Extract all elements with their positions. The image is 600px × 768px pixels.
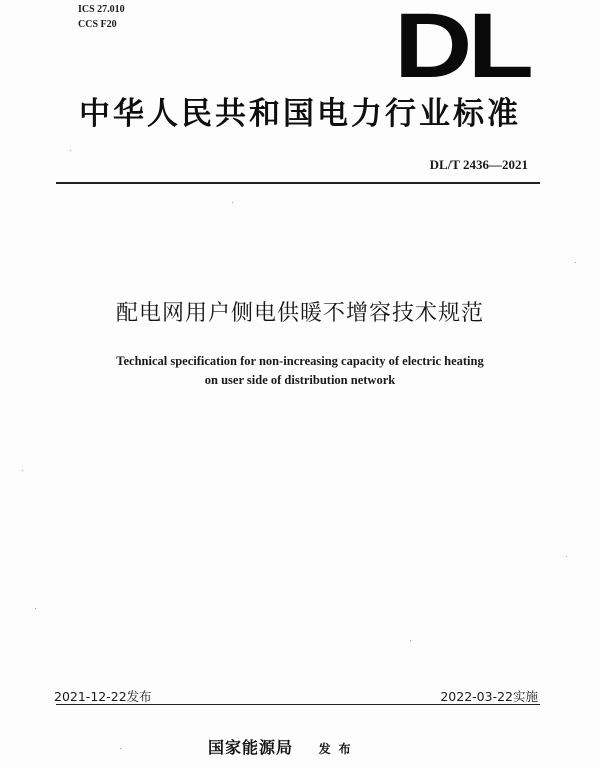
scan-speck	[566, 556, 567, 557]
standard-number: DL/T 2436—2021	[429, 157, 528, 172]
footer-divider	[56, 704, 540, 705]
header-divider	[56, 182, 540, 184]
ics-code: ICS 27.010	[78, 4, 125, 15]
scan-speck	[22, 470, 23, 471]
issuing-authority: 国家能源局	[208, 738, 294, 757]
publisher-line	[208, 735, 359, 758]
classification-codes	[78, 2, 125, 32]
scan-speck	[410, 640, 411, 641]
ccs-code: CCS F20	[78, 19, 117, 30]
dl-logo: DL	[394, 0, 530, 97]
scan-speck	[35, 608, 36, 609]
scan-speck	[232, 202, 233, 203]
document-title-en-line-1: Technical specification for non-increasing capacity of electric heating	[116, 354, 484, 368]
scan-speck	[120, 748, 121, 749]
standard-category-title: 中华人民共和国电力行业标准	[79, 96, 521, 132]
issue-verb: 发布	[318, 742, 359, 756]
scan-speck	[70, 150, 71, 151]
document-title-en-line-2: on user side of distribution network	[204, 373, 396, 387]
implementation-date: 2022-03-22实施	[440, 689, 538, 704]
scan-speck	[575, 262, 576, 263]
issue-date: 2021-12-22发布	[54, 689, 152, 704]
document-title-cn: 配电网用户侧电供暖不增容技术规范	[115, 301, 484, 326]
document-title-en	[40, 352, 560, 390]
